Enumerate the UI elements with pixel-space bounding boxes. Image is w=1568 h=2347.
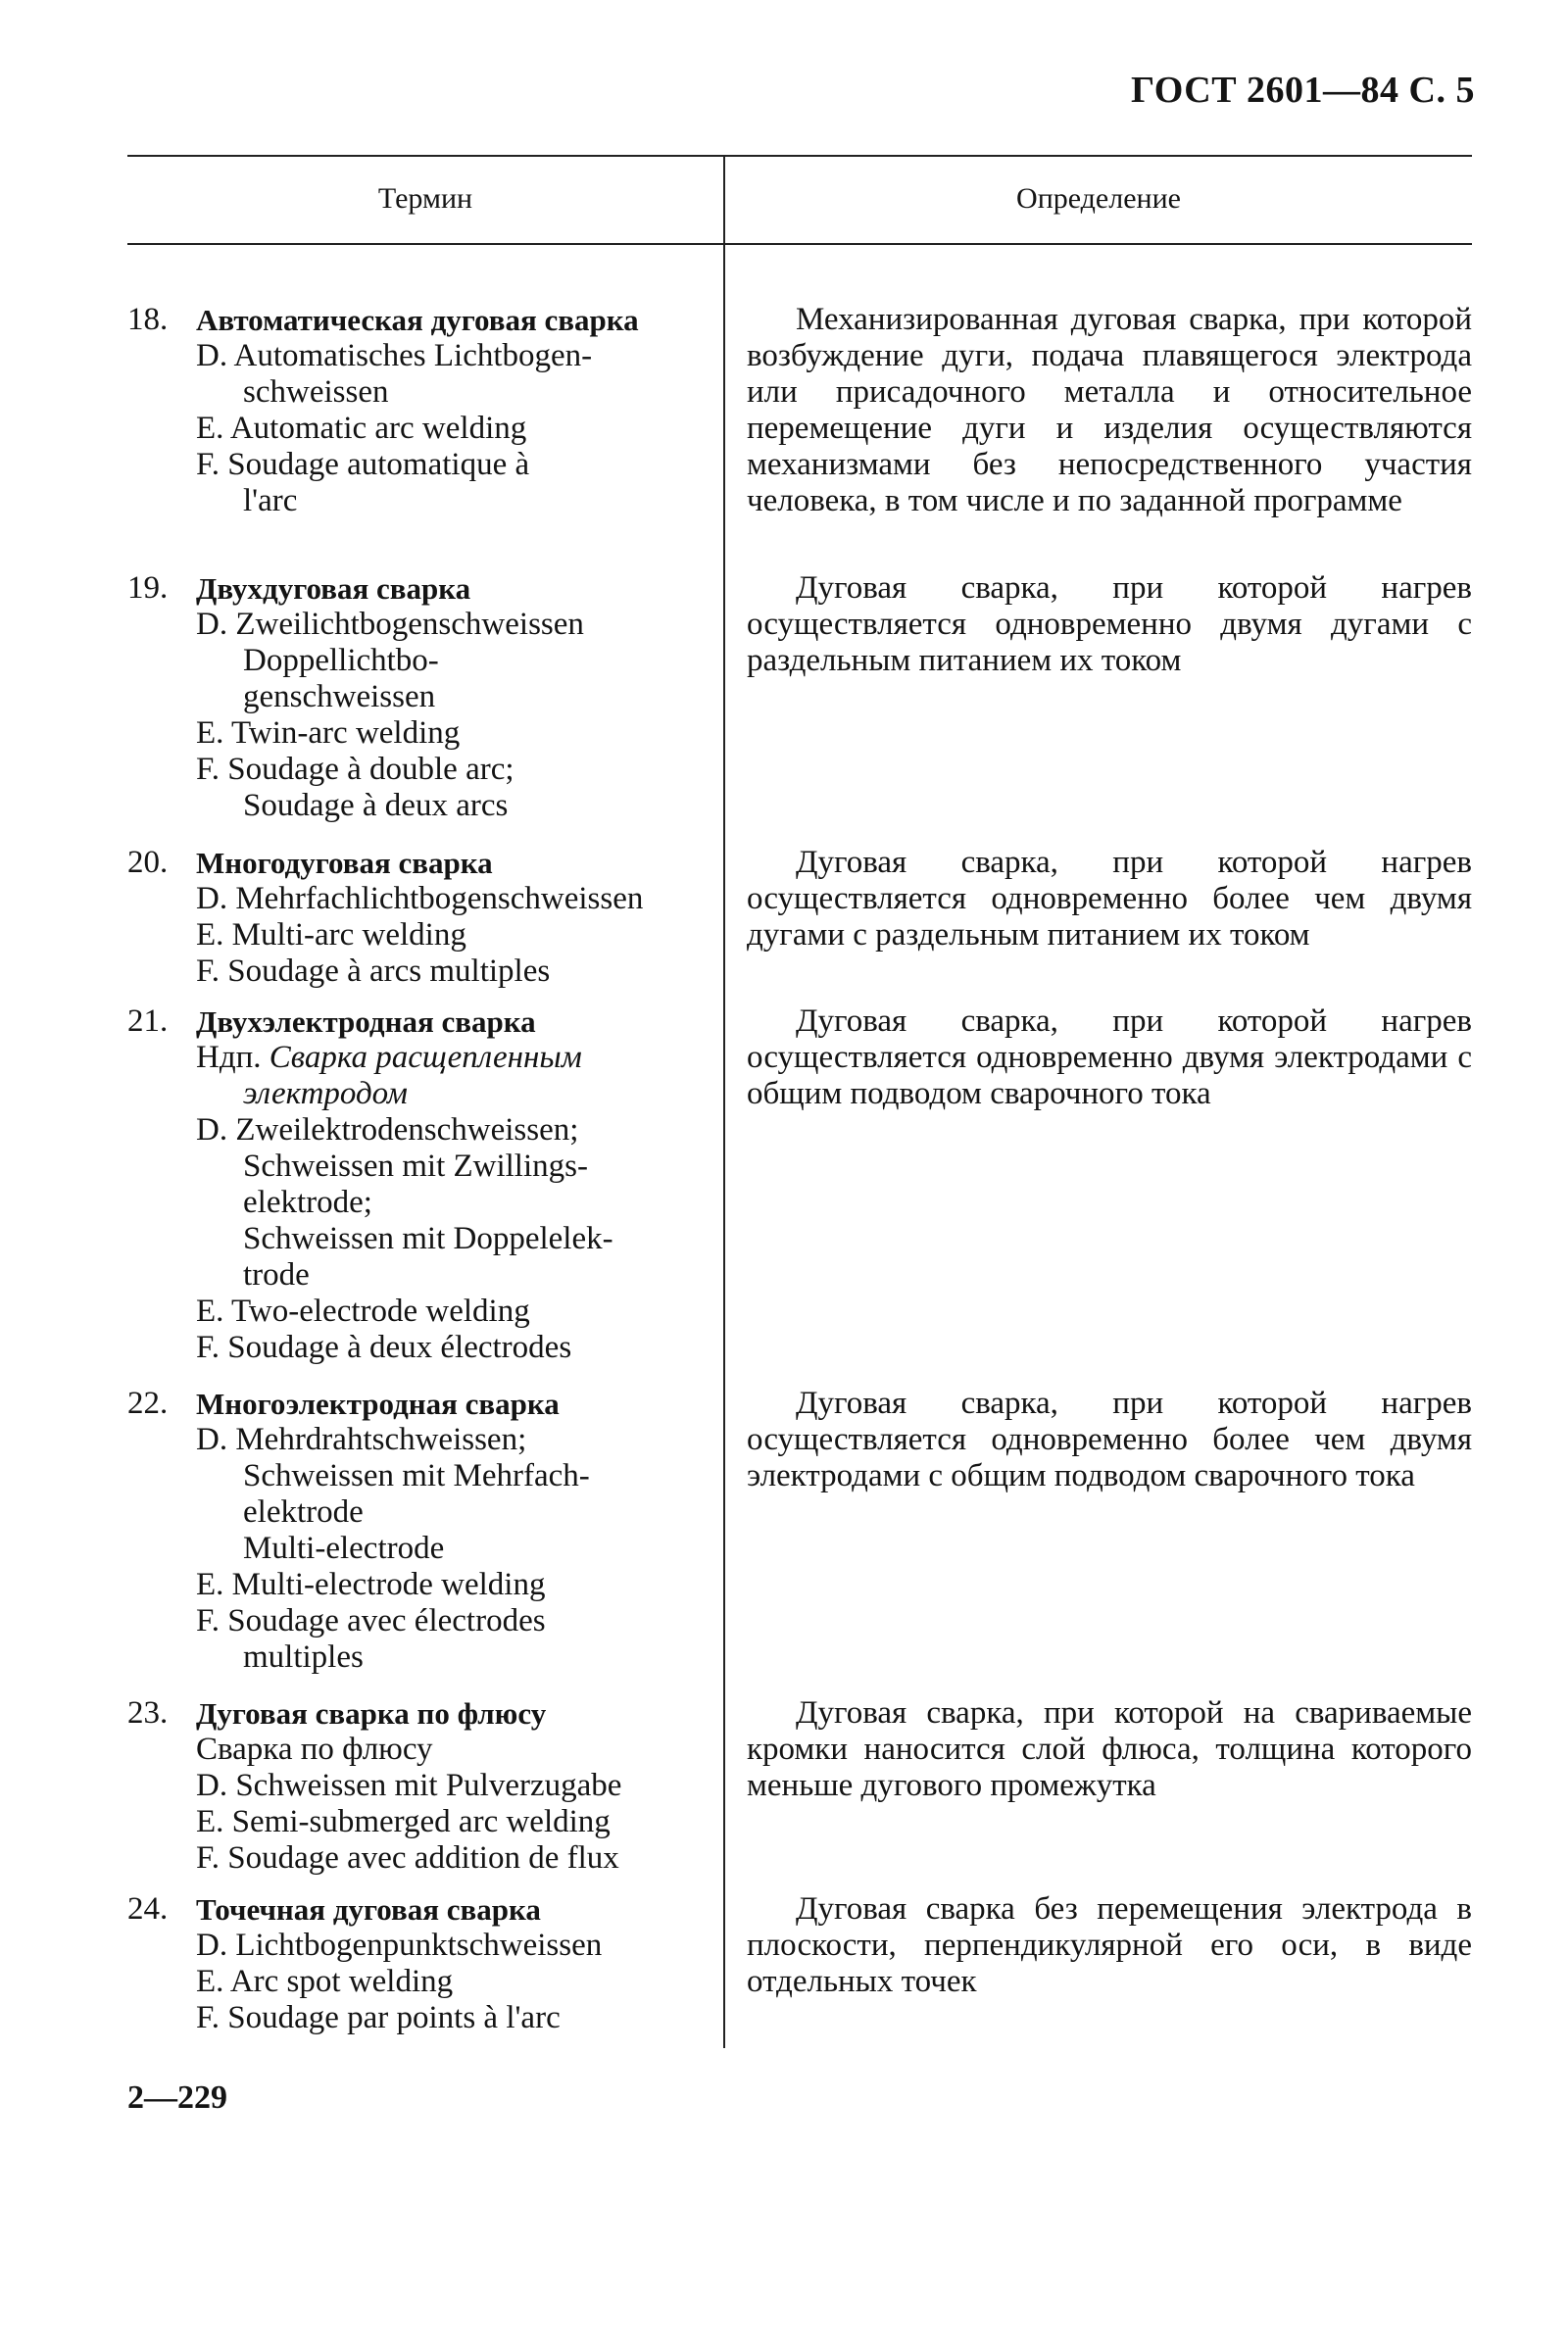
equivalent-line: schweissen: [243, 374, 389, 410]
term-number: 20.: [127, 845, 169, 880]
equivalent-line: E. Multi-arc welding: [196, 917, 466, 953]
equivalent-line: F. Soudage automatique à: [196, 447, 530, 482]
equivalent-line: F. Soudage à deux électrodes: [196, 1330, 572, 1365]
equivalent-line: Multi-electrode: [243, 1531, 445, 1566]
definition-cell: [747, 1386, 1472, 1494]
definition-text: Дуговая сварка, при которой нагрев осуществляется одновременно двумя дугами с раздельным питанием их током: [747, 570, 1472, 678]
equivalent-line: D. Automatisches Lichtbogen-: [196, 338, 593, 373]
term-number: 24.: [127, 1891, 169, 1927]
definition-text: Дуговая сварка без перемещения электрода в плоскости, перпендикулярной его оси, в виде отдельных точек: [747, 1891, 1472, 1999]
equivalent-line: Schweissen mit Zwillings-: [243, 1149, 588, 1184]
term-title: Дуговая сварка по флюсу: [196, 1696, 547, 1731]
equivalent-line: genschweissen: [243, 679, 436, 714]
equivalent-line: E. Automatic arc welding: [196, 411, 527, 446]
synonym-line: Сварка по флюсу: [196, 1732, 433, 1767]
equivalent-line: Schweissen mit Doppelelek-: [243, 1221, 613, 1256]
deprecated-label: Ндп.: [196, 1040, 262, 1075]
term-title: Двухдуговая сварка: [196, 571, 471, 606]
term-cell: [127, 1003, 706, 1366]
equivalent-line: D. Mehrdrahtschweissen;: [196, 1422, 527, 1457]
term-cell: [127, 845, 706, 990]
term-cell: [127, 1386, 706, 1676]
equivalent-line: F. Soudage à arcs multiples: [196, 953, 551, 989]
equivalent-line: F. Soudage par points à l'arc: [196, 2000, 561, 2035]
equivalent-line: trode: [243, 1257, 310, 1293]
equivalent-line: E. Twin-arc welding: [196, 715, 461, 751]
term-title: Точечная дуговая сварка: [196, 1892, 541, 1927]
term-title: Двухэлектродная сварка: [196, 1004, 536, 1039]
definition-cell: [747, 1695, 1472, 1804]
term-title: Автоматическая дуговая сварка: [196, 303, 639, 337]
term-number: 22.: [127, 1386, 169, 1421]
definition-cell: [747, 1891, 1472, 2000]
equivalent-line: E. Semi-submerged arc welding: [196, 1804, 611, 1839]
equivalent-line: D. Schweissen mit Pulverzugabe: [196, 1768, 622, 1803]
definition-text: Дуговая сварка, при которой на свариваемые кромки наносится слой флюса, толщина которого меньше дугового промежутка: [747, 1695, 1472, 1803]
deprecated-term: Сварка расщепленным: [269, 1040, 582, 1075]
equivalent-line: multiples: [243, 1639, 364, 1675]
definition-text: Дуговая сварка, при которой нагрев осуществляется одновременно более чем двумя электродами с общим подводом сварочного тока: [747, 1386, 1472, 1493]
column-divider: [723, 155, 725, 2048]
deprecated-term: электродом: [243, 1076, 408, 1111]
equivalent-line: D. Mehrfachlichtbogenschweissen: [196, 881, 644, 916]
equivalent-line: l'arc: [243, 483, 298, 518]
term-number: 19.: [127, 570, 169, 606]
column-header-definition: Определение: [1016, 182, 1181, 215]
deprecated-term-line: [127, 1040, 706, 1076]
equivalent-line: Schweissen mit Mehrfach-: [243, 1458, 590, 1493]
definition-cell: [747, 845, 1472, 953]
term-cell: [127, 570, 706, 824]
equivalent-line: E. Two-electrode welding: [196, 1294, 530, 1329]
equivalent-line: Doppellichtbo-: [243, 643, 439, 678]
column-header-term: Термин: [377, 182, 473, 215]
term-cell: [127, 1695, 706, 1877]
equivalent-line: D. Zweilichtbogenschweissen: [196, 607, 584, 642]
definition-cell: [747, 1003, 1472, 1112]
header-rule: [127, 243, 1472, 245]
term-cell: [127, 1891, 706, 2036]
term-number: 23.: [127, 1695, 169, 1731]
equivalent-line: Soudage à deux arcs: [243, 788, 509, 823]
term-number: 21.: [127, 1003, 169, 1039]
equivalent-line: elektrode;: [243, 1185, 372, 1220]
equivalent-line: E. Multi-electrode welding: [196, 1567, 546, 1602]
definition-text: Дуговая сварка, при которой нагрев осуществляется одновременно двумя электродами с общим подводом сварочного тока: [747, 1003, 1472, 1111]
definition-cell: [747, 570, 1472, 679]
equivalent-line: F. Soudage avec addition de flux: [196, 1840, 619, 1876]
equivalent-line: F. Soudage avec électrodes: [196, 1603, 546, 1638]
equivalent-line: F. Soudage à double arc;: [196, 752, 514, 787]
definition-cell: [747, 302, 1472, 519]
term-title: Многоэлектродная сварка: [196, 1387, 560, 1421]
term-number: 18.: [127, 302, 169, 337]
definition-text: Механизированная дуговая сварка, при которой возбуждение дуги, подача плавящегося электрода или присадочного металла и относительное перемещение дуги и изделия осуществляются механизмами без непосредственного участия человека, в том числе и по заданной программе: [747, 302, 1472, 518]
equivalent-line: D. Lichtbogenpunktschweissen: [196, 1928, 603, 1963]
equivalent-line: D. Zweilektrodenschweissen;: [196, 1112, 579, 1148]
term-title: Многодуговая сварка: [196, 846, 493, 880]
top-rule: [127, 155, 1472, 157]
page-signature: 2—229: [127, 2079, 227, 2116]
standard-reference: ГОСТ 2601—84 С. 5: [1131, 70, 1475, 111]
definition-text: Дуговая сварка, при которой нагрев осуществляется одновременно более чем двумя дугами с раздельным питанием их током: [747, 845, 1472, 953]
equivalent-line: elektrode: [243, 1494, 364, 1530]
equivalent-line: E. Arc spot welding: [196, 1964, 454, 1999]
term-cell: [127, 302, 706, 519]
